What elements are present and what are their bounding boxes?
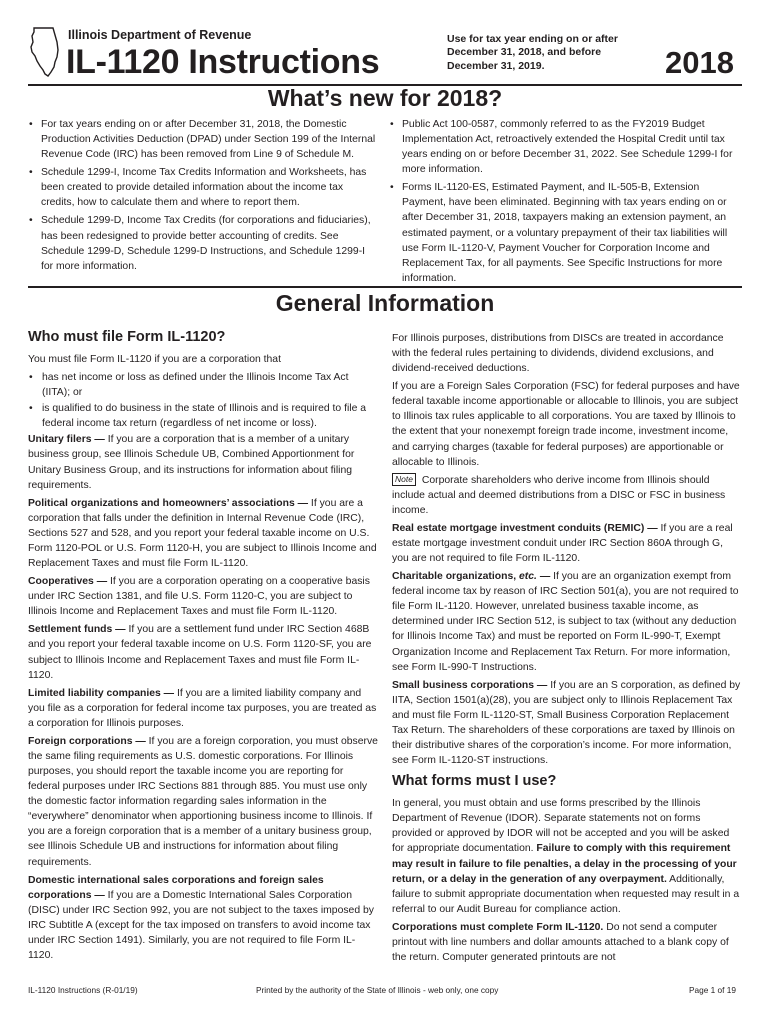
fsc-paragraph: If you are a Foreign Sales Corporation (FSC) for federal purposes and have federal taxable income apportionable or allocable to Illinois, you are subject to Illinois tax rules applicable to all corporations. You are taxed by Illinois to the extent that your nonexempt foreign trade income, investment income, and carrying charges (taxable for federal purposes) are apportionable or allocable to Illinois.: [392, 381, 740, 468]
foreign-corporations-paragraph: Foreign corporations — If you are a foreign corporation, you must observe the same filing requirements as U.S. domestic corporations. For Illinois purposes, you should report the taxable income you are reporting for federal purposes under IRC Sections 881 through 885. You must use only the domestic factor information regarding sales information in the “everywhere” denominator when apportioning business income to Illinois. If you are a foreign corporation that is a member of a unitary business group, see Illinois Schedule UB and instructions for information about filing requirements.: [28, 735, 378, 868]
unitary-filers-paragraph: Unitary filers — If you are a corporation that is a member of a unitary business group, see Illinois Schedule UB, Combined Apportionment for Unitary Business Group, and its instructions for information about filing requirements.: [28, 434, 355, 491]
department-name: Illinois Department of Revenue: [68, 28, 252, 42]
who-must-file-heading: Who must file Form IL-1120?: [28, 329, 226, 345]
charitable-organizations-paragraph: Charitable organizations, etc. — If you are an organization exempt from federal income tax by reason of IRC Section 501(a), you are not required to file Form IL-1120. However, unrelated business taxable income, as determined under IRC Section 512, is subject to tax (without any deduction for Illinois Income Tax) and must be reported on Form IL-990-T, Exempt Organization Income and Replacement Tax Return. For more information, see Form IL-990-T Instructions.: [392, 571, 739, 673]
tax-year-note: Use for tax year ending on or after December 31, 2018, and before December 31, 2019.: [447, 33, 618, 72]
list-item: • Schedule 1299-I, Income Tax Credits Information and Worksheets, has been created to provide detailed information about the income tax credits, how to calculate them and where to report them.: [28, 165, 376, 210]
document-title: IL-1120 Instructions: [66, 43, 380, 81]
who-must-file-intro: You must file Form IL-1120 if you are a corporation that: [28, 354, 281, 366]
list-item: • Forms IL-1120-ES, Estimated Payment, and IL-505-B, Extension Payment, have been eliminated. Beginning with tax years ending on or after December 31, 2018, taxpayers making an extension payment, an estimated payment, or a voluntary prepayment of their tax liabilities will use Form IL-1120-V, Payment Voucher for Corporation Income and Replacement Tax, for all payments. See Specific Instructions for more information.: [389, 180, 741, 286]
general-information-heading: General Information: [275, 290, 495, 316]
disc-fsc-paragraph: Domestic international sales corporations and foreign sales corporations — If you are a Domestic International Sales Corporation (DISC) under IRC Section 992, you are not subject to the taxes imposed by IRC Subtitle A (except for the tax imposed on transfers to avoid income tax under IRC Section 1491). Similarly, you are not required to file Form IL-1120.: [28, 874, 374, 961]
illinois-state-logo: [28, 26, 62, 78]
list-item: • Schedule 1299-D, Income Tax Credits (for corporations and fiduciaries), has been redesigned to provide better accounting of credits. See Schedule 1299-D, Schedule 1299-D Instructions, and Schedule 1299-I for more information.: [28, 213, 376, 273]
list-item: • is qualified to do business in the state of Illinois and is required to file a federal income tax return (regardless of net income or loss).: [28, 401, 378, 431]
footer-page-number: Page 1 of 19: [688, 985, 736, 995]
section-rule: [28, 286, 742, 288]
disc-continued-paragraph: For Illinois purposes, distributions from DISCs are treated in accordance with the federal rules pertaining to dividends, dividend exclusions, and dividend-received deductions.: [392, 333, 724, 375]
tax-year: 2018: [665, 45, 734, 80]
must-complete-paragraph: Corporations must complete Form IL-1120. Do not send a computer printout with line numbers and dollar amounts attached to a blank copy of the return. Computer generated printouts are not: [392, 921, 729, 963]
whats-new-left-column: [28, 117, 376, 277]
list-item: • For tax years ending on or after December 31, 2018, the Domestic Production Activities Deduction (DPAD) under Section 199 of the Internal Revenue Code (IRC) has been removed from Line 9 of Schedule M.: [28, 117, 376, 162]
what-forms-heading: What forms must I use?: [392, 773, 557, 790]
note-icon: Note: [392, 473, 416, 486]
remic-paragraph: Real estate mortgage investment conduits (REMIC) — If you are a real estate mortgage investment conduit under IRC Section 860A through G, you are not required to file Form IL-1120.: [392, 522, 733, 565]
settlement-funds-paragraph: Settlement funds — If you are a settlement fund under IRC Section 468B and you report your federal taxable income on U.S. Form 1120-SF, you are subject to Illinois Income and Replacement Taxes and must file Form IL-1120.: [28, 624, 372, 681]
political-organizations-paragraph: Political organizations and homeowners’ associations — If you are a corporation that falls under the definition in Internal Revenue Code (IRC), Sections 527 and 528, and you report your federal taxable income on U.S. Form 1120-POL or U.S. Form 1120-H, you are subject to Illinois Income and Replacement Taxes and must file Form IL-1120.: [28, 497, 377, 570]
general-right-column: [392, 331, 742, 968]
who-must-file-list: [28, 370, 378, 431]
list-item: • Public Act 100-0587, commonly referred to as the FY2019 Budget Implementation Act, retroactively extended the Hospital Credit until tax years ending on or before December 31, 2022. See Schedule 1299-I for more information.: [389, 117, 741, 177]
list-item: • has net income or loss as defined under the Illinois Income Tax Act (IITA); or: [28, 370, 378, 400]
note-paragraph: Note Corporate shareholders who derive income from Illinois should include actual and deemed distributions from a DISC or FSC in business income.: [392, 473, 726, 516]
llc-paragraph: Limited liability companies — If you are a limited liability company and you file as a corporation for federal income tax purposes, you are treated as a corporation for Illinois purposes.: [28, 687, 377, 729]
whats-new-right-column: [389, 117, 741, 289]
whats-new-left-list: [28, 117, 376, 274]
footer-form-id: IL-1120 Instructions (R-01/19): [28, 985, 138, 995]
footer-printed-by: Printed by the authority of the State of Illinois - web only, one copy: [256, 985, 499, 995]
small-business-paragraph: Small business corporations — If you are an S corporation, as defined by IITA, Section 1501(a)(28), you are subject only to Illinois Replacement Tax and must file Form IL-1120-ST, Small Business Corporation Replacement Tax Return. The shareholders of these corporations are taxed by Illinois on their distributive shares of the corporation’s income. For more information, see Form IL-1120-ST instructions.: [392, 679, 741, 767]
cooperatives-paragraph: Cooperatives — If you are a corporation operating on a cooperative basis under IRC Section 1381, and file U.S. Form 1120-C, you are subject to Illinois Income and Replacement Taxes and must file Form IL-1120.: [28, 576, 370, 618]
whats-new-heading: What’s new for 2018?: [267, 85, 503, 111]
whats-new-right-list: [389, 117, 741, 286]
general-left-column: [28, 327, 378, 966]
what-forms-paragraph: In general, you must obtain and use forms prescribed by the Illinois Department of Revenue (IDOR). Separate statements not on forms provided or approved by IDOR will not be accepted and you will be asked for appropriate documentation. Failure to comply with this requirement may result in failure to file penalties, a delay in the processing of your return, or a delay in the generation of any overpayment. Additionally, failure to submit appropriate documentation when requested may result in a referral to our Audit Bureau for compliance action.: [392, 798, 740, 915]
